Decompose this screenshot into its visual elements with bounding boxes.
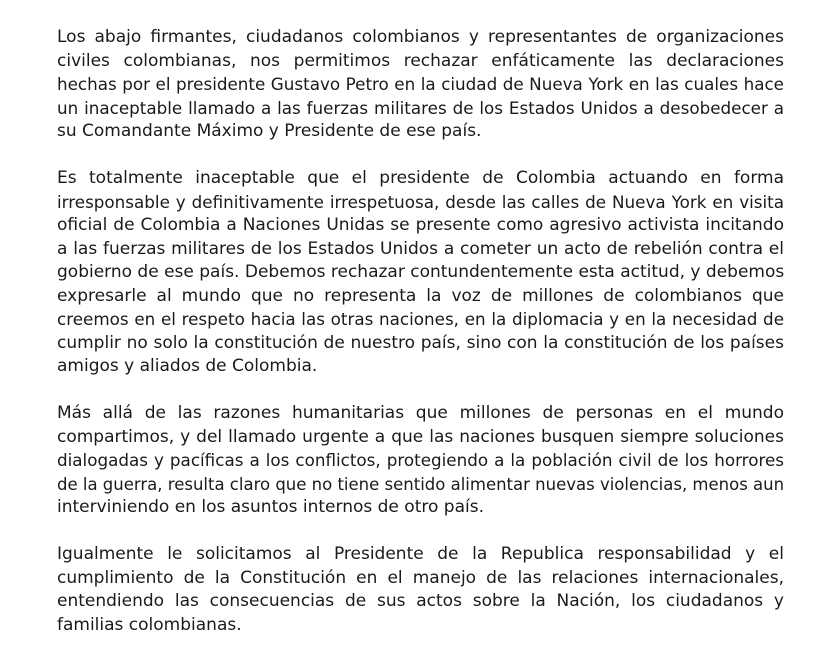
text-line: gobierno de ese país. Debemos rechazar contundentemente esta actitud, y debemos — [57, 262, 785, 282]
text-line: irresponsable y definitivamente irrespetuosa, desde las calles de Nueva York en visita — [57, 191, 784, 212]
text-line: a las fuerzas militares de los Estados Unidos a cometer un acto de rebelión contra el — [57, 238, 784, 259]
text-line: Más allá de las razones humanitarias que millones de personas en el mundo — [57, 403, 784, 423]
paragraph-4 — [57, 543, 784, 637]
paragraph-2 — [57, 167, 784, 379]
text-line: un inaceptable llamado a las fuerzas militares de los Estados Unidos a desobedecer a — [57, 97, 784, 118]
text-line: Es totalmente inaceptable que el presidente de Colombia actuando en forma — [57, 168, 784, 188]
paragraph-1 — [57, 26, 784, 144]
text-line: familias colombianas. — [57, 614, 242, 635]
text-line: Igualmente le solicitamos al Presidente de la Republica responsabilidad y el — [57, 544, 784, 564]
paragraph-3 — [57, 402, 784, 520]
text-line: su Comandante Máximo y Presidente de ese país. — [57, 121, 482, 141]
text-line: compartimos, y del llamado urgente a que las naciones busquen siempre soluciones — [57, 426, 784, 447]
text-line: hechas por el presidente Gustavo Petro en la ciudad de Nueva York en las cuales hace — [57, 74, 784, 94]
text-line: interviniendo en los asuntos internos de otro país. — [57, 497, 484, 517]
text-line: Los abajo firmantes, ciudadanos colombianos y representantes de organizaciones — [57, 27, 784, 47]
text-line: cumplir no solo la constitución de nuestro país, sino con la constitución de los países — [57, 332, 784, 353]
text-line: expresarle al mundo que no representa la voz de millones de colombianos que — [57, 285, 784, 306]
text-line: entendiendo las consecuencias de sus actos sobre la Nación, los ciudadanos y — [57, 591, 784, 611]
text-line: civiles colombianas, nos permitimos rechazar enfáticamente las declaraciones — [57, 50, 784, 71]
text-line: oficial de Colombia a Naciones Unidas se presente como agresivo activista incitando — [57, 215, 784, 235]
text-line: dialogadas y pacíficas a los conflictos, protegiendo a la población civil de los horrores — [57, 450, 784, 470]
letter-body — [57, 26, 784, 661]
text-line: cumplimiento de la Constitución en el manejo de las relaciones internacionales, — [57, 567, 784, 588]
text-line: creemos en el respeto hacia las otras naciones, en la diplomacia y en la necesidad de — [57, 309, 784, 329]
text-line: de la guerra, resulta claro que no tiene sentido alimentar nuevas violencias, menos aun — [57, 474, 785, 494]
text-line: amigos y aliados de Colombia. — [57, 356, 318, 376]
